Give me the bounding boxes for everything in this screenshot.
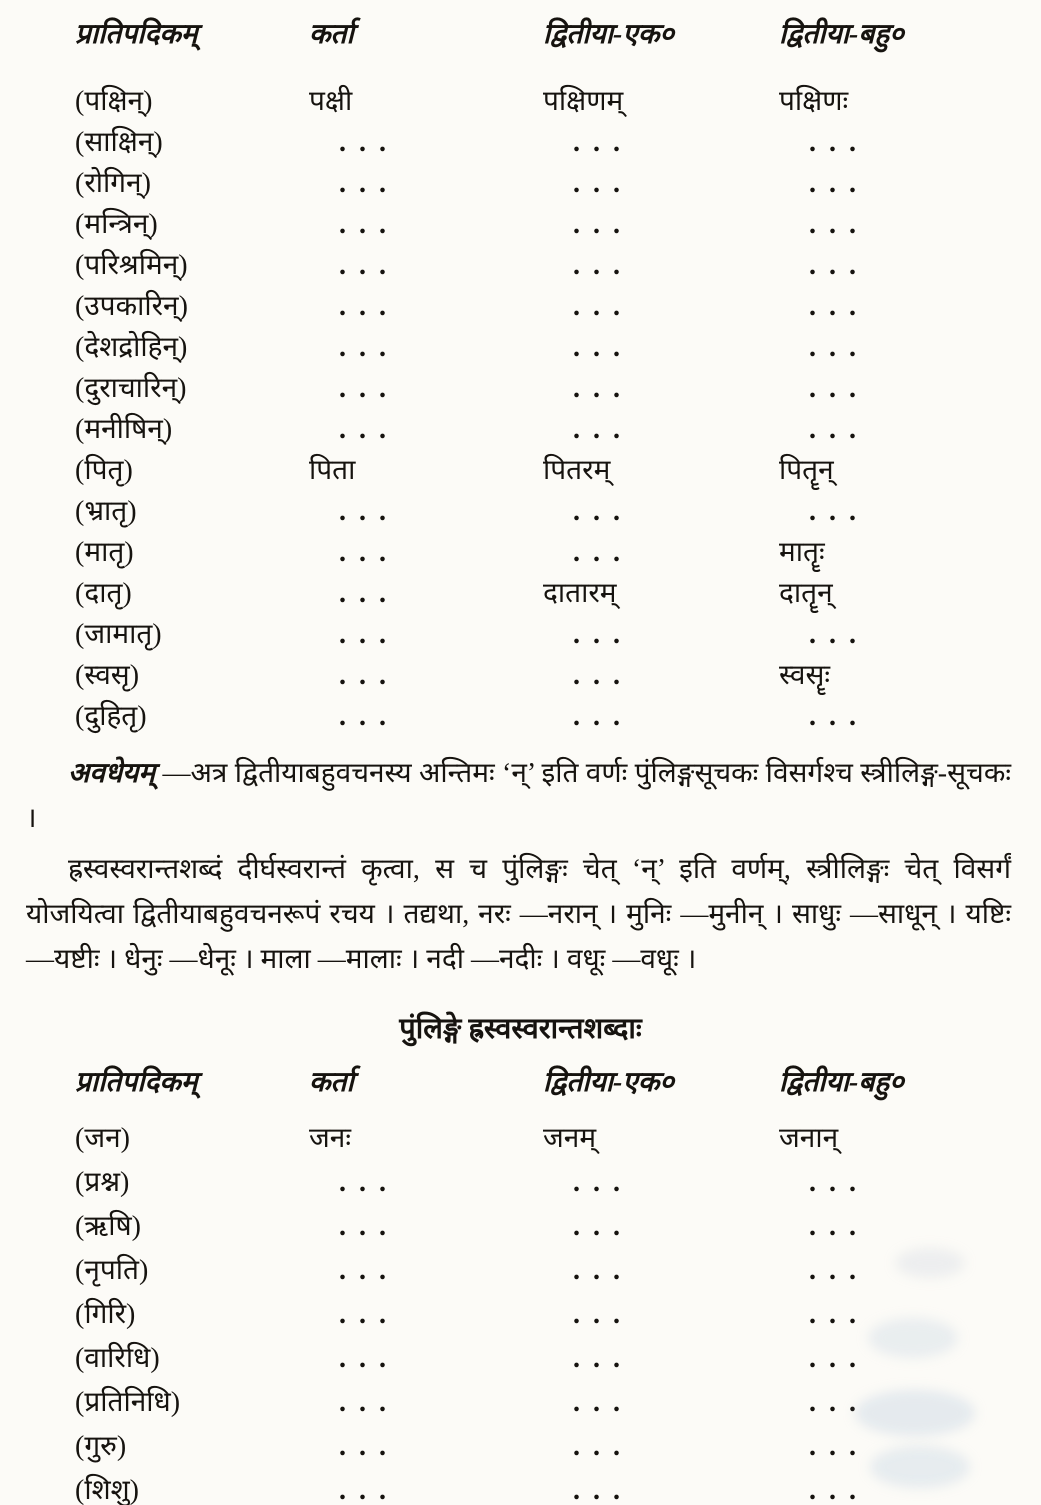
blank-answer-cell: . . . xyxy=(809,291,859,322)
blank-answer-cell: . . . xyxy=(809,127,859,158)
blank-answer-cell: . . . xyxy=(339,373,389,404)
accusative-plural-cell: दातॄन् xyxy=(779,578,833,609)
blank-answer-cell: . . . xyxy=(573,1167,623,1198)
blank-answer-cell: . . . xyxy=(573,332,623,363)
blank-answer-cell: . . . xyxy=(339,414,389,445)
blank-answer-cell: . . . xyxy=(339,332,389,363)
blank-answer-cell: . . . xyxy=(809,1299,859,1330)
accusative-singular-cell: पितरम् xyxy=(543,455,611,486)
blank-answer-cell: . . . xyxy=(573,168,623,199)
blank-answer-cell: . . . xyxy=(339,660,389,691)
blank-answer-cell: . . . xyxy=(573,1255,623,1286)
blank-answer-cell: . . . xyxy=(339,1475,389,1505)
stem-cell: (उपकारिन्) xyxy=(75,291,188,322)
column-header-dvitiya-bahu: द्वितीया-बहु० xyxy=(779,19,904,50)
exercise-paragraph xyxy=(26,847,1011,982)
stem-cell: (दुराचारिन्) xyxy=(75,373,187,404)
blank-answer-cell: . . . xyxy=(573,1211,623,1242)
blank-answer-cell: . . . xyxy=(339,250,389,281)
blank-answer-cell: . . . xyxy=(573,1431,623,1462)
blank-answer-cell: . . . xyxy=(339,619,389,650)
blank-answer-cell: . . . xyxy=(809,250,859,281)
blank-answer-cell: . . . xyxy=(573,660,623,691)
blank-answer-cell: . . . xyxy=(339,291,389,322)
stem-cell: (भ्रातृ) xyxy=(75,496,137,527)
blank-answer-cell: . . . xyxy=(339,1167,389,1198)
stem-cell: (वारिधि) xyxy=(75,1343,160,1374)
stem-cell: (दुहितृ) xyxy=(75,701,147,732)
blank-answer-cell: . . . xyxy=(809,1343,859,1374)
blank-answer-cell: . . . xyxy=(339,1211,389,1242)
accusative-singular-cell: पक्षिणम् xyxy=(543,86,624,117)
accusative-singular-cell: जनम् xyxy=(543,1123,597,1154)
exercise-text: ह्रस्वस्वरान्तशब्दं दीर्घस्वरान्तं कृत्वा, स च पुंलिङ्गः चेत् ‘न्’ इति वर्णम्, स्त्रीलिङ्गः चेत् विसर्गं योजयित्वा द्वितीयाबहुवचनरूपं रचय । तद्यथा, नरः —नरान् । मुनिः —मुनीन् । साधुः —साधून् । यष्टिः —यष्टीः । धेनुः —धेनूः । माला —मालाः । नदी —नदीः । वधूः —वधूः । xyxy=(26,854,1011,975)
blank-answer-cell: . . . xyxy=(339,578,389,609)
note-paragraph xyxy=(26,751,1011,841)
table2-body xyxy=(0,1117,1041,1505)
blank-answer-cell: . . . xyxy=(573,1299,623,1330)
table1-body xyxy=(0,81,1041,737)
blank-answer-cell: . . . xyxy=(339,168,389,199)
nominative-cell: जनः xyxy=(309,1123,351,1154)
blank-answer-cell: . . . xyxy=(809,168,859,199)
blank-answer-cell: . . . xyxy=(573,250,623,281)
column-header-karta: कर्ता xyxy=(309,19,354,50)
blank-answer-cell: . . . xyxy=(809,1167,859,1198)
accusative-singular-cell: दातारम् xyxy=(543,578,617,609)
stem-cell: (नृपति) xyxy=(75,1255,149,1286)
blank-answer-cell: . . . xyxy=(809,332,859,363)
stem-cell: (दातृ) xyxy=(75,578,132,609)
column-header-karta: कर्ता xyxy=(309,1067,354,1098)
blank-answer-cell: . . . xyxy=(809,209,859,240)
blank-answer-cell: . . . xyxy=(573,127,623,158)
stem-cell: (प्रश्न) xyxy=(75,1167,130,1198)
nominative-cell: पक्षी xyxy=(309,86,353,117)
stem-cell: (शिशु) xyxy=(75,1475,139,1505)
blank-answer-cell: . . . xyxy=(809,1211,859,1242)
column-header-pratipadikam: प्रातिपदिकम् xyxy=(75,19,198,50)
blank-answer-cell: . . . xyxy=(339,127,389,158)
stem-cell: (देशद्रोहिन्) xyxy=(75,332,188,363)
stem-cell: (पितृ) xyxy=(75,455,133,486)
stem-cell: (साक्षिन्) xyxy=(75,127,163,158)
table2-header-row xyxy=(0,1062,1041,1103)
blank-answer-cell: . . . xyxy=(573,537,623,568)
blank-answer-cell: . . . xyxy=(573,1343,623,1374)
blank-answer-cell: . . . xyxy=(809,619,859,650)
stem-cell: (परिश्रमिन्) xyxy=(75,250,188,281)
note-text: —अत्र द्वितीयाबहुवचनस्य अन्तिमः ‘न्’ इति वर्णः पुंलिङ्गसूचकः विसर्गश्च स्त्रीलिङ्ग-सूचकः । xyxy=(26,758,1011,834)
blank-answer-cell: . . . xyxy=(339,1343,389,1374)
blank-answer-cell: . . . xyxy=(573,1387,623,1418)
blank-answer-cell: . . . xyxy=(573,1475,623,1505)
blank-answer-cell: . . . xyxy=(809,414,859,445)
stem-cell: (रोगिन्) xyxy=(75,168,151,199)
accusative-plural-cell: मातॄः xyxy=(779,537,825,568)
blank-answer-cell: . . . xyxy=(573,291,623,322)
section-heading: पुंलिङ्गे ह्रस्वस्वरान्तशब्दाः xyxy=(399,1013,642,1045)
stem-cell: (गिरि) xyxy=(75,1299,136,1330)
blank-answer-cell: . . . xyxy=(339,209,389,240)
blank-answer-cell: . . . xyxy=(339,1431,389,1462)
column-header-pratipadikam: प्रातिपदिकम् xyxy=(75,1067,198,1098)
stem-cell: (जामातृ) xyxy=(75,619,162,650)
stem-cell: (मन्त्रिन्) xyxy=(75,209,158,240)
blank-answer-cell: . . . xyxy=(339,1387,389,1418)
blank-answer-cell: . . . xyxy=(339,1299,389,1330)
stem-cell: (प्रतिनिधि) xyxy=(75,1387,181,1418)
blank-answer-cell: . . . xyxy=(809,1255,859,1286)
accusative-plural-cell: पक्षिणः xyxy=(779,86,849,117)
accusative-plural-cell: जनान् xyxy=(779,1123,839,1154)
blank-answer-cell: . . . xyxy=(809,1475,859,1505)
blank-answer-cell: . . . xyxy=(573,619,623,650)
column-header-dvitiya-eka: द्वितीया-एक० xyxy=(543,1067,674,1098)
nominative-cell: पिता xyxy=(309,455,356,486)
note-lead-word: अवधेयम् xyxy=(68,758,156,789)
blank-answer-cell: . . . xyxy=(339,496,389,527)
column-header-dvitiya-bahu: द्वितीया-बहु० xyxy=(779,1067,904,1098)
blank-answer-cell: . . . xyxy=(339,701,389,732)
stem-cell: (मनीषिन्) xyxy=(75,414,173,445)
blank-answer-cell: . . . xyxy=(339,1255,389,1286)
column-header-dvitiya-eka: द्वितीया-एक० xyxy=(543,19,674,50)
stem-cell: (गुरु) xyxy=(75,1431,127,1462)
stem-cell: (ऋषि) xyxy=(75,1211,141,1242)
blank-answer-cell: . . . xyxy=(809,701,859,732)
blank-answer-cell: . . . xyxy=(573,701,623,732)
blank-answer-cell: . . . xyxy=(809,1387,859,1418)
stem-cell: (जन) xyxy=(75,1123,130,1154)
blank-answer-cell: . . . xyxy=(573,373,623,404)
stem-cell: (मातृ) xyxy=(75,537,134,568)
blank-answer-cell: . . . xyxy=(573,496,623,527)
blank-answer-cell: . . . xyxy=(573,414,623,445)
accusative-plural-cell: स्वसॄः xyxy=(779,660,831,691)
blank-answer-cell: . . . xyxy=(809,373,859,404)
stem-cell: (पक्षिन्) xyxy=(75,86,153,117)
blank-answer-cell: . . . xyxy=(809,1431,859,1462)
accusative-plural-cell: पितॄन् xyxy=(779,455,834,486)
stem-cell: (स्वसृ) xyxy=(75,660,140,691)
table1-header-row xyxy=(0,14,1041,55)
blank-answer-cell: . . . xyxy=(809,496,859,527)
blank-answer-cell: . . . xyxy=(339,537,389,568)
blank-answer-cell: . . . xyxy=(573,209,623,240)
